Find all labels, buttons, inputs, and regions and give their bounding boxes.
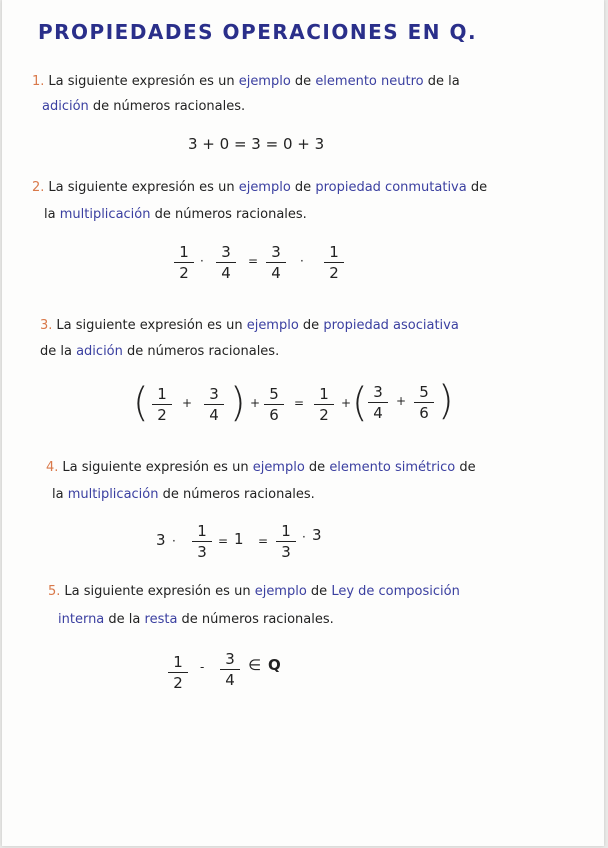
item-5-text: La siguiente expresión es un (64, 584, 255, 599)
fraction: 1 2 (174, 243, 194, 282)
fraction: 1 2 (324, 243, 344, 282)
item-4-highlight-concept: elemento simétrico (329, 460, 456, 475)
item-3-text-de: de (298, 318, 324, 333)
item-2-text-end: de (466, 180, 488, 195)
item-1-text-de: de (290, 74, 316, 89)
item-4-line-2 (52, 487, 315, 502)
item-5-text-de: de (306, 584, 332, 599)
item-5-text-dela: de la (104, 612, 145, 627)
item-2-highlight-operation: multiplicación (59, 207, 151, 222)
item-1-expression: 3 + 0 = 3 = 0 + 3 (188, 135, 325, 153)
item-1-highlight-ejemplo: ejemplo (238, 74, 291, 89)
item-4-highlight-ejemplo: ejemplo (252, 460, 305, 475)
fraction: 1 2 (314, 385, 334, 424)
notebook-page (2, 0, 604, 846)
left-parenthesis: ( (133, 380, 149, 426)
item-4-text-de: de (304, 460, 330, 475)
operator: · (172, 534, 176, 548)
left-parenthesis: ( (352, 380, 368, 426)
item-1-line-1 (32, 74, 460, 89)
item-3-line-1 (40, 318, 459, 333)
item-5-line-2 (58, 612, 334, 627)
right-parenthesis: ) (438, 378, 454, 424)
operator: + (341, 396, 352, 410)
fraction: 1 2 (152, 385, 172, 424)
operator: · (200, 254, 204, 268)
item-4-text-la: la (52, 487, 68, 502)
item-3-text-dela: de la (40, 344, 77, 359)
fraction: 3 4 (216, 243, 236, 282)
number: 1 (234, 530, 244, 548)
item-4-text-line2: de números racionales. (158, 487, 315, 502)
item-4-line-1 (46, 460, 476, 475)
item-3-line-2 (40, 344, 279, 359)
item-2-text-la: la (44, 207, 60, 222)
fraction: 5 6 (264, 385, 284, 424)
item-1-text: La siguiente expresión es un (48, 74, 239, 89)
rational-set-symbol: Q (268, 656, 281, 674)
item-3-number: 3. (40, 318, 53, 333)
fraction: 1 2 (168, 653, 188, 692)
item-1-text-line2: de números racionales. (88, 99, 246, 114)
item-5-text-line2: de números racionales. (177, 612, 334, 627)
item-4-number: 4. (46, 460, 59, 475)
item-2-number: 2. (32, 180, 45, 195)
item-3-text-line2: de números racionales. (122, 344, 280, 359)
page-title: PROPIEDADES OPERACIONES EN Q. (38, 20, 478, 44)
operator: · (300, 254, 304, 268)
fraction: 5 6 (414, 383, 434, 422)
item-2-highlight-concept: propiedad conmutativa (315, 180, 467, 195)
item-1-highlight-operation: adición (42, 99, 89, 114)
item-2-highlight-ejemplo: ejemplo (238, 180, 291, 195)
item-4-text-end: de (455, 460, 476, 475)
operator: + (250, 396, 261, 410)
item-3-highlight-operation: adición (76, 344, 123, 359)
number: 3 (156, 531, 166, 549)
fraction: 1 3 (276, 522, 296, 561)
item-2-line-2 (44, 207, 307, 222)
item-1-highlight-concept: elemento neutro (315, 74, 424, 89)
operator: - (200, 660, 205, 674)
item-2-text-line2: de números racionales. (150, 207, 307, 222)
equals-sign: = (218, 534, 229, 548)
fraction: 3 4 (204, 385, 224, 424)
item-4-highlight-operation: multiplicación (67, 487, 159, 502)
item-2-text-de: de (290, 180, 316, 195)
item-4-text: La siguiente expresión es un (62, 460, 253, 475)
item-5-highlight-operation: resta (144, 612, 178, 627)
element-of-symbol: ∈ (248, 656, 262, 674)
fraction: 1 3 (192, 522, 212, 561)
item-2-line-1 (32, 180, 487, 195)
equals-sign: = (258, 534, 269, 548)
operator: + (182, 396, 193, 410)
item-1-text-end: de la (423, 74, 460, 89)
item-5-highlight-ejemplo: ejemplo (254, 584, 307, 599)
item-5-highlight-concept: Ley de composición (331, 584, 460, 599)
item-5-highlight-interna: interna (58, 612, 105, 627)
equals-sign: = (294, 396, 305, 410)
operator: + (396, 394, 407, 408)
item-1-line-2 (42, 99, 245, 114)
item-3-highlight-ejemplo: ejemplo (246, 318, 299, 333)
equals-sign: = (248, 254, 259, 268)
item-5-number: 5. (48, 584, 61, 599)
fraction: 3 4 (220, 650, 240, 689)
operator: · (302, 530, 306, 544)
fraction: 3 4 (266, 243, 286, 282)
item-3-text: La siguiente expresión es un (56, 318, 247, 333)
item-3-highlight-concept: propiedad asociativa (323, 318, 459, 333)
item-1-number: 1. (32, 74, 45, 89)
right-parenthesis: ) (230, 380, 246, 426)
number: 3 (312, 526, 322, 544)
item-5-line-1 (48, 584, 460, 599)
item-2-text: La siguiente expresión es un (48, 180, 239, 195)
fraction: 3 4 (368, 383, 388, 422)
